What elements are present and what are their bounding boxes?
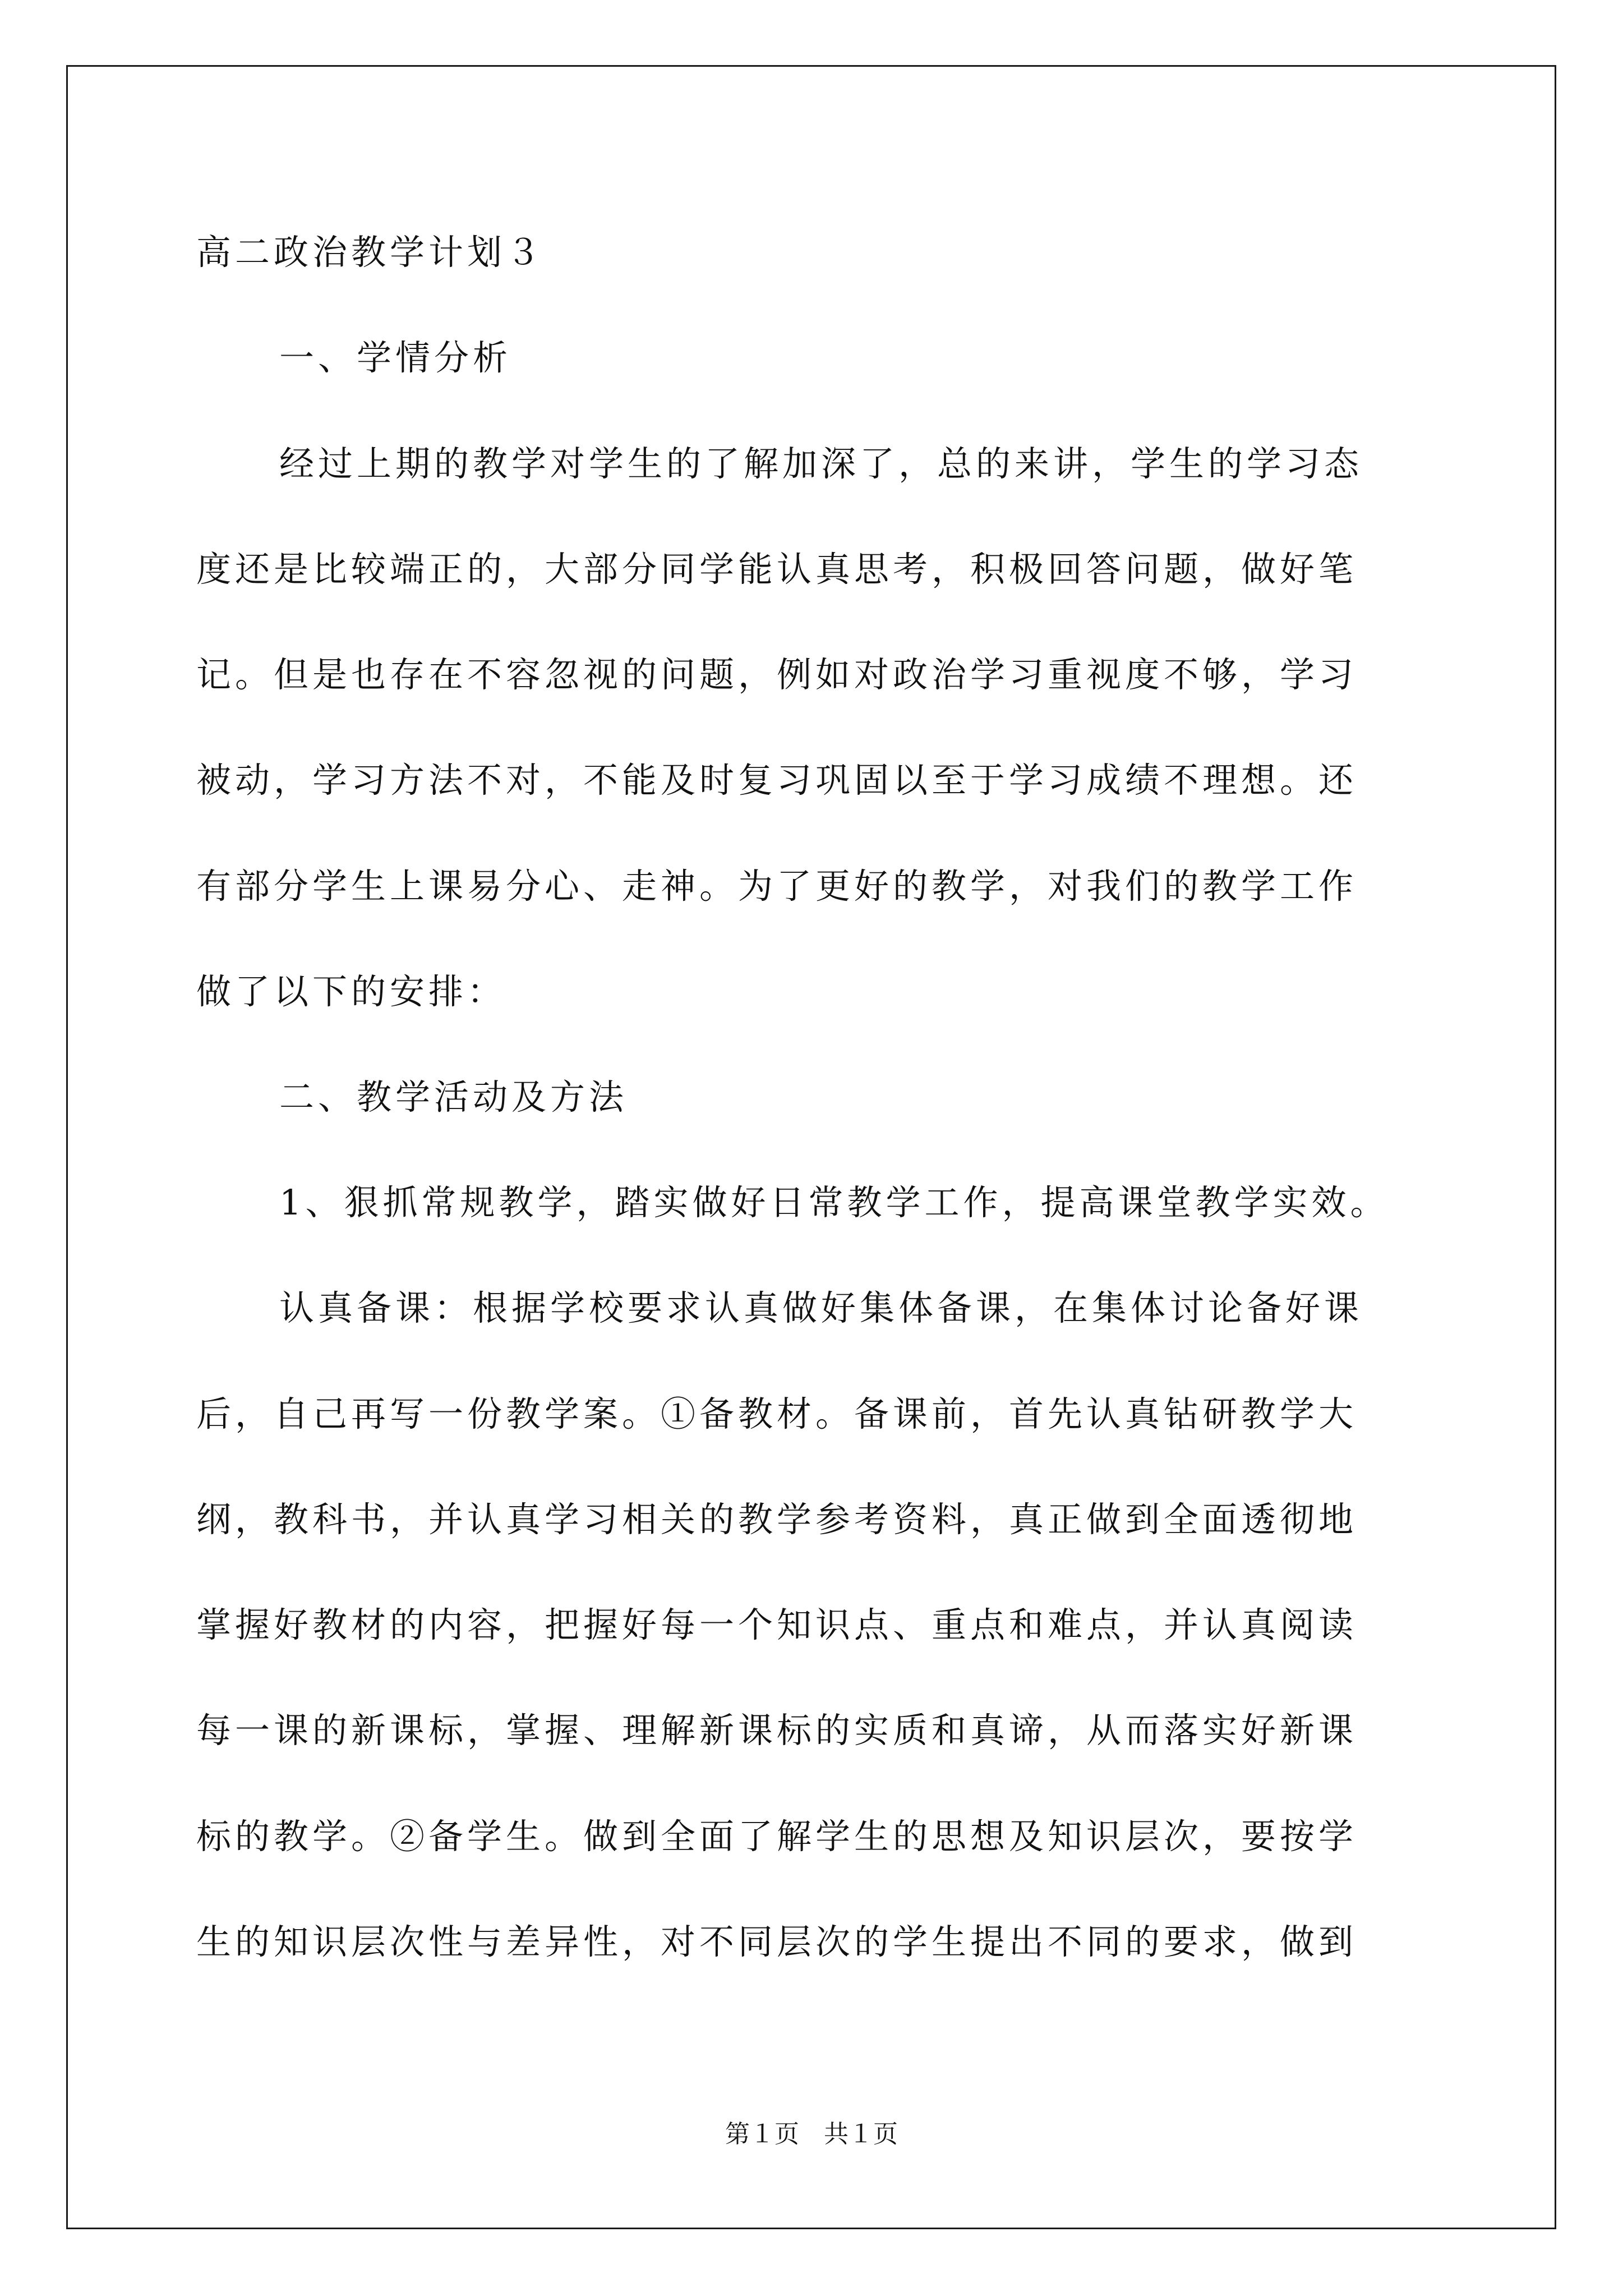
document-title: 高二政治教学计划３ xyxy=(196,232,545,273)
paragraph-line: 被动，学习方法不对，不能及时复习巩固以至于学习成绩不理想。还 xyxy=(196,760,1358,800)
list-item-1: 1、狠抓常规教学，踏实做好日常教学工作，提高课堂教学实效。 xyxy=(279,1182,1389,1223)
paragraph-line: 经过上期的教学对学生的了解加深了，总的来讲，学生的学习态 xyxy=(279,443,1363,484)
paragraph-line: 有部分学生上课易分心、走神。为了更好的教学，对我们的教学工作 xyxy=(196,866,1358,907)
section-heading-1: 一、学情分析 xyxy=(279,337,512,378)
page-border xyxy=(66,65,1556,2229)
paragraph-line: 每一课的新课标，掌握、理解新课标的实质和真谛，从而落实好新课 xyxy=(196,1710,1358,1751)
paragraph-line: 记。但是也存在不容忽视的问题，例如对政治学习重视度不够，学习 xyxy=(196,654,1358,695)
paragraph-line: 纲，教科书，并认真学习相关的教学参考资料，真正做到全面透彻地 xyxy=(196,1499,1358,1540)
paragraph-line: 度还是比较端正的，大部分同学能认真思考，积极回答问题，做好笔 xyxy=(196,549,1358,590)
paragraph-line: 认真备课：根据学校要求认真做好集体备课，在集体讨论备好课 xyxy=(279,1287,1363,1328)
paragraph-line: 后，自己再写一份教学案。①备教材。备课前，首先认真钻研教学大 xyxy=(196,1393,1358,1434)
paragraph-line: 掌握好教材的内容，把握好每一个知识点、重点和难点，并认真阅读 xyxy=(196,1604,1358,1645)
page-footer: 第１页 共１页 xyxy=(725,2120,898,2148)
paragraph-line: 生的知识层次性与差异性，对不同层次的学生提出不同的要求，做到 xyxy=(196,1921,1358,1962)
section-heading-2: 二、教学活动及方法 xyxy=(279,1076,628,1117)
paragraph-line: 做了以下的安排： xyxy=(196,971,506,1012)
paragraph-line: 标的教学。②备学生。做到全面了解学生的思想及知识层次，要按学 xyxy=(196,1816,1358,1857)
